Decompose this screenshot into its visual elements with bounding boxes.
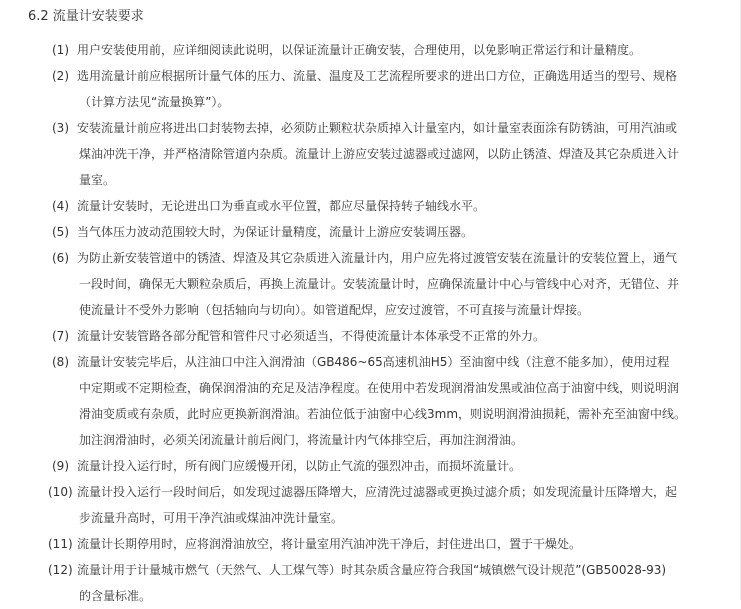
- list-item-line: 使流量计不受外力影响（包括轴向与切向）。如管道配焊，应安过渡管，不可直接与流量计焊接。: [79, 303, 590, 317]
- list-item-text: [77, 323, 687, 349]
- list-item-text: [77, 245, 687, 323]
- list-item-line: （计算方法见“流量换算”）。: [79, 95, 230, 109]
- list-item-text: [77, 115, 687, 193]
- list-item-line: 加注润滑油时，必须关闭流量计前后阀门，将流量计内气体排空后，再加注润滑油。: [79, 433, 524, 447]
- list-item-line: 为防止新安装管道中的锈渣、焊渣及其它杂质进入流量计内，用户应先将过渡管安装在流量计的安装位置上，通气: [77, 251, 678, 265]
- list-item-line: 安装流量计前应将进出口封装物去掉，必须防止颗粒状杂质掉入计量室内，如计量室表面涂有防锈油，可用汽油或: [77, 121, 678, 135]
- list-item-line: 步流量升高时，可用干净汽油或煤油冲洗计量室。: [79, 511, 344, 525]
- list-item-line: 滑油变质或有杂质，此时应更换新润滑油。若油位低于油窗中心线3mm，则说明润滑油损耗，需补充至油窗中线。: [79, 407, 687, 421]
- list-item-text: [77, 219, 687, 245]
- list-item-text: [77, 63, 687, 115]
- list-item-text: [77, 531, 687, 557]
- list-item-number: (2): [52, 69, 69, 83]
- list-item-text: [77, 479, 687, 531]
- list-item-line: 中定期或不定期检查，确保润滑油的充足及洁净程度。在使用中若发现润滑油发黑或油位高于油窗中线，则说明润: [79, 381, 680, 395]
- list-item-line: 用户安装使用前，应详细阅读此说明，以保证流量计正确安装，合理使用，以免影响正常运行和计量精度。: [77, 43, 642, 57]
- list-item-line: 选用流量计前应根据所计量气体的压力、流量、温度及工艺流程所要求的进出口方位，正确选用适当的型号、规格: [77, 69, 678, 83]
- list-item-text: [77, 349, 687, 453]
- list-item-number: (8): [52, 355, 69, 369]
- list-item-number: (1): [52, 43, 69, 57]
- list-item-number: (5): [52, 225, 69, 239]
- list-item-line: 流量计投入运行一段时间后，如发现过滤器压降增大，应清洗过滤器或更换过滤介质；如发现流量计压降增大，起: [77, 485, 678, 499]
- list-item-number: (6): [52, 251, 69, 265]
- list-item-text: [77, 453, 687, 479]
- list-item-line: 流量计用于计量城市燃气（天然气、人工煤气等）时其杂质含量应符合我国“城镇燃气设计规范”(GB50028-93): [77, 563, 667, 577]
- list-item-line: 流量计安装管路各部分配管和管件尺寸必须适当，不得使流量计本体承受不正常的外力。: [77, 329, 546, 343]
- section-title: 6.2 流量计安装要求: [28, 9, 144, 24]
- list-item-number: (4): [52, 199, 69, 213]
- list-item-line: 流量计安装时，无论进出口为垂直或水平位置，都应尽量保持转子轴线水平。: [77, 199, 486, 213]
- list-item-line: 流量计安装完毕后，从注油口中注入润滑油（GB486~65高速机油H5）至油窗中线（注意不能多加），使用过程: [77, 355, 670, 369]
- list-item-line: 煤油冲洗干净，并严格清除管道内杂质。流量计上游应安装过滤器或过滤网，以防止锈渣、焊渣及其它杂质进入计: [79, 147, 680, 161]
- list-item-line: 流量计投入运行时，所有阀门应缓慢开闭，以防止气流的强烈冲击，而损坏流量计。: [77, 459, 522, 473]
- list-item-number: (11): [48, 537, 73, 551]
- list-item-number: (9): [52, 459, 69, 473]
- list-item-line: 一段时间，确保无大颗粒杂质后，再换上流量计。安装流量计时，应确保流量计中心与管线中心对齐，无错位、并: [79, 277, 680, 291]
- list-item-line: 量室。: [79, 173, 116, 187]
- list-item-number: (3): [52, 121, 69, 135]
- list-item-text: [77, 193, 687, 219]
- list-item-text: [77, 557, 687, 609]
- list-item-number: (10): [48, 485, 73, 499]
- list-item-line: 的含量标准。: [79, 589, 152, 603]
- list-item-number: (7): [52, 329, 69, 343]
- list-item-number: (12): [48, 563, 73, 577]
- list-item-line: 流量计长期停用时，应将润滑油放空，将计量室用汽油冲洗干净后，封住进出口，置于干燥处。: [77, 537, 582, 551]
- list-item-line: 当气体压力波动范围较大时，为保证计量精度，流量计上游应安装调压器。: [77, 225, 474, 239]
- list-item-text: [77, 37, 687, 63]
